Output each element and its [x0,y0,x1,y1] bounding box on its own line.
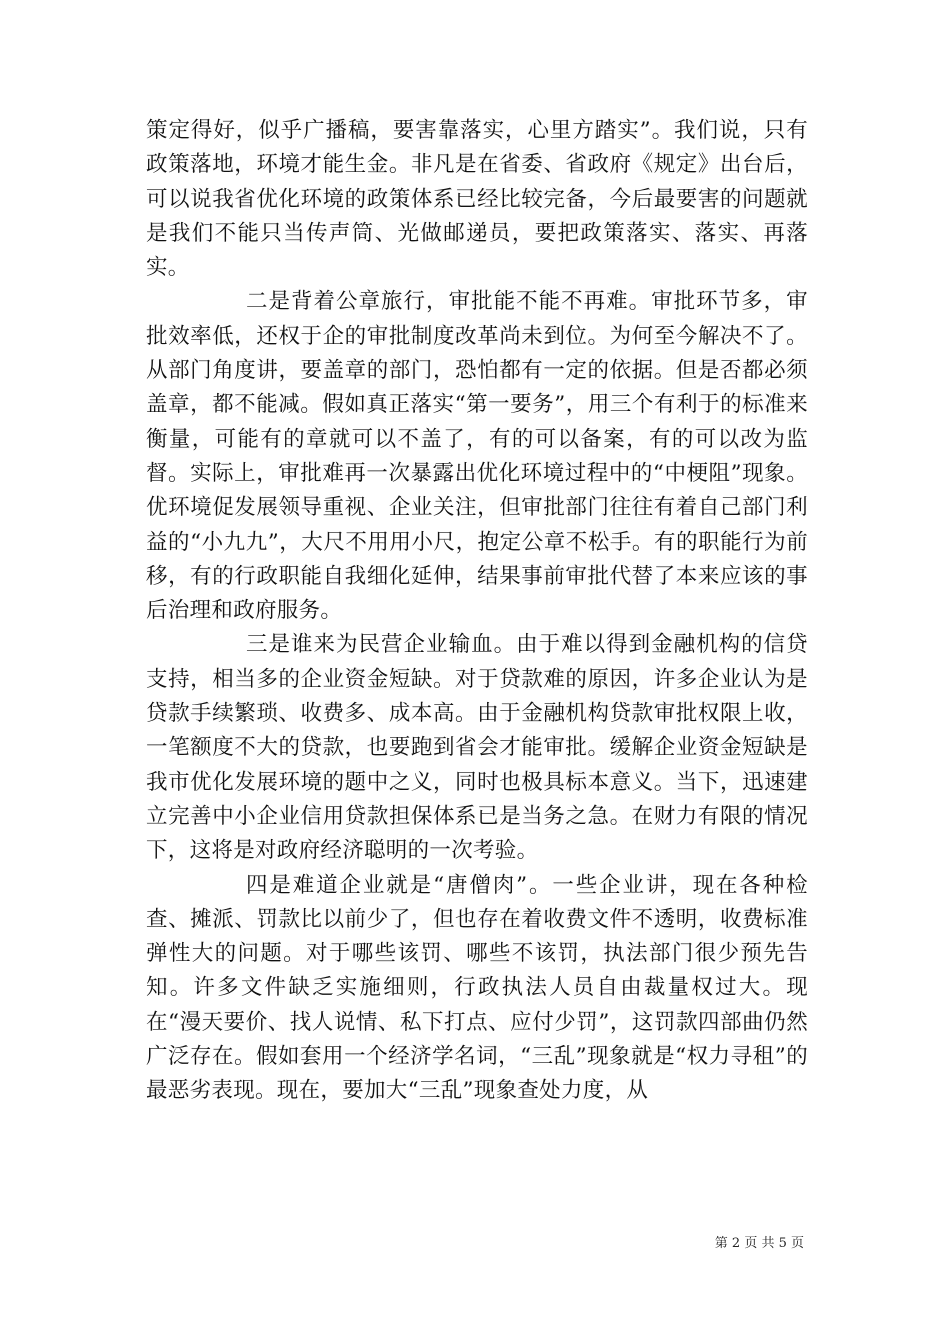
document-body [146,114,808,1109]
paragraph-1: 策定得好，似乎广播稿，要害靠落实，心里方踏实”。我们说，只有政策落地，环境才能生金。非凡是在省委、省政府《规定》出台后，可以说我省优化环境的政策体系已经比较完备，今后最要害的问题就是我们不能只当传声筒、光做邮递员，要把政策落实、落实、再落实。 [146,118,808,281]
paragraph-3: 三是谁来为民营企业输血。由于难以得到金融机构的信贷支持，相当多的企业资金短缺。对于贷款难的原因，许多企业认为是贷款手续繁琐、收费多、成本高。由于金融机构贷款审批权限上收，一笔额度不大的贷款，也要跑到省会才能审批。缓解企业资金短缺是我市优化发展环境的题中之义，同时也极具标本意义。当下，迅速建立完善中小企业信用贷款担保体系已是当务之急。在财力有限的情况下，这将是对政府经济聪明的一次考验。 [146,632,808,864]
paragraph-2: 二是背着公章旅行，审批能不能不再难。审批环节多，审批效率低，还权于企的审批制度改革尚未到位。为何至今解决不了。从部门角度讲，要盖章的部门，恐怕都有一定的依据。但是否都必须盖章，都不能减。假如真正落实“第一要务”，用三个有利于的标准来衡量，可能有的章就可以不盖了，有的可以备案，有的可以改为监督。实际上，审批难再一次暴露出优化环境过程中的“中梗阻”现象。优环境促发展领导重视、企业关注，但审批部门往往有着自己部门利益的“小九九”，大尺不用用小尺，抱定公章不松手。有的职能行为前移，有的行政职能自我细化延伸，结果事前审批代替了本来应该的事后治理和政府服务。 [146,289,808,624]
paragraph-4: 四是难道企业就是“唐僧肉”。一些企业讲，现在各种检查、摊派、罚款比以前少了，但也存在着收费文件不透明，收费标准弹性大的问题。对于哪些该罚、哪些不该罚，执法部门很少预先告知。许多文件缺乏实施细则，行政执法人员自由裁量权过大。现在“漫天要价、找人说情、私下打点、应付少罚”，这罚款四部曲仍然广泛存在。假如套用一个经济学名词，“三乱”现象就是“权力寻租”的最恶劣表现。现在，要加大“三乱”现象查处力度，从 [146,872,808,1104]
page-number: 第 2 页 共 5 页 [714,1236,804,1251]
